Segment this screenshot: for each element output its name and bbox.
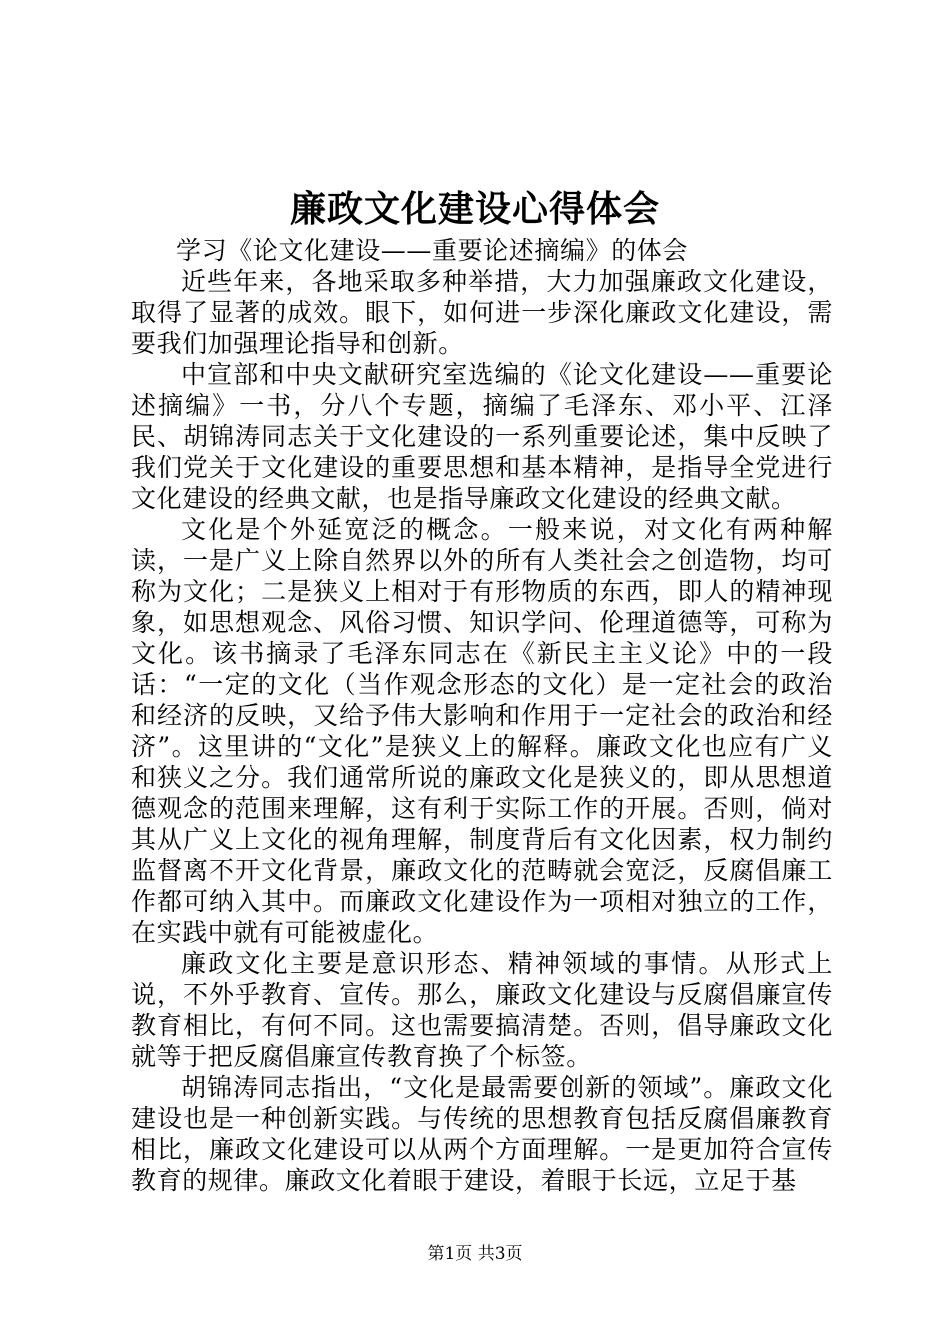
- document-title: 廉政文化建设心得体会: [289, 188, 660, 230]
- body-paragraph: 廉政文化主要是意识形态、精神领域的事情。从形式上说，不外乎教育、宣传。那么，廉政文化建设与反腐倡廉宣传教育相比，有何不同。这也需要搞清楚。否则，倡导廉政文化就等于把反腐倡廉宣传教育换了个标签。: [131, 949, 833, 1071]
- document-body: [131, 235, 833, 1196]
- body-paragraph: 中宣部和中央文献研究室选编的《论文化建设——重要论述摘编》一书，分八个专题，摘编了毛泽东、邓小平、江泽民、胡锦涛同志关于文化建设的一系列重要论述，集中反映了我们党关于文化建设的重要思想和基本精神，是指导全党进行文化建设的经典文献，也是指导廉政文化建设的经典文献。: [131, 360, 833, 513]
- body-paragraph: 胡锦涛同志指出，“文化是最需要创新的领域”。廉政文化建设也是一种创新实践。与传统的思想教育包括反腐倡廉教育相比，廉政文化建设可以从两个方面理解。一是更加符合宣传教育的规律。廉政文化着眼于建设，着眼于长远，立足于基: [131, 1073, 833, 1195]
- body-paragraph: 近些年来，各地采取多种举措，大力加强廉政文化建设，取得了显著的成效。眼下，如何进一步深化廉政文化建设，需要我们加强理论指导和创新。: [131, 267, 833, 358]
- subtitle-paragraph: 学习《论文化建设——重要论述摘编》的体会: [176, 236, 689, 265]
- page-footer: 第1页 共3页: [427, 1244, 523, 1264]
- body-paragraph: 文化是个外延宽泛的概念。一般来说，对文化有两种解读，一是广义上除自然界以外的所有人类社会之创造物，均可称为文化；二是狭义上相对于有形物质的东西，即人的精神现象，如思想观念、风俗习惯、知识学问、伦理道德等，可称为文化。该书摘录了毛泽东同志在《新民主主义论》中的一段话：“一定的文化（当作观念形态的文化）是一定社会的政治和经济的反映，又给予伟大影响和作用于一定社会的政治和经济”。这里讲的“文化”是狭义上的解释。廉政文化也应有广义和狭义之分。我们通常所说的廉政文化是狭义的，即从思想道德观念的范围来理解，这有利于实际工作的开展。否则，倘对其从广义上文化的视角理解，制度背后有文化因素，权力制约监督离不开文化背景，廉政文化的范畴就会宽泛，反腐倡廉工作都可纳入其中。而廉政文化建设作为一项相对独立的工作，在实践中就有可能被虚化。: [131, 515, 833, 947]
